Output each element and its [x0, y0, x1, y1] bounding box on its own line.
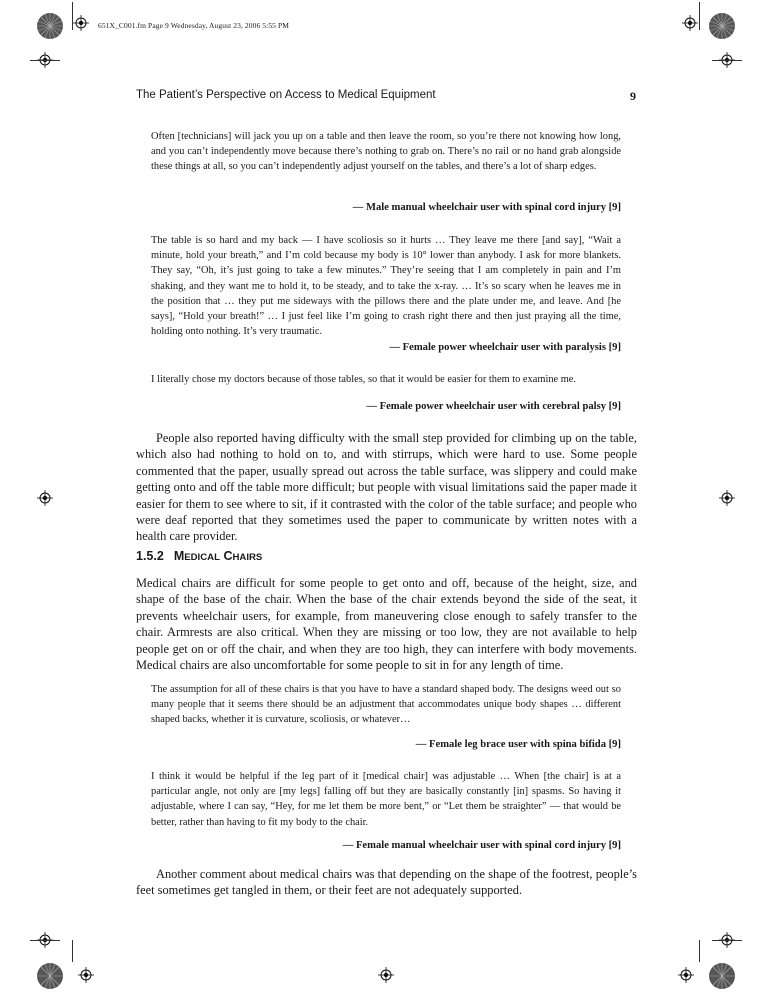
registration-target-icon — [37, 490, 53, 506]
body-paragraph: Another comment about medical chairs was that depending on the shape of the footrest, people’s feet sometimes get tangled in them, or their feet are not adequately supported. — [136, 867, 637, 898]
section-title-part: HAIRS — [232, 552, 263, 563]
section-number: 1.5.2 — [136, 549, 164, 563]
page-number: 9 — [630, 89, 636, 103]
body-paragraph: People also reported having difficulty with the small step provided for climbing up on the table, which also had nothing to hold on to, and with stirrups, which were hard to use. Some people commented that the paper, usually spread out across the table surface, was slippery and could make getting onto and off the table more difficult; but people with visual limitations said the paper made it easier for them to see where to sit, if it contrasted with the color of the table surface; and people who were deaf reported that they sometimes used the paper to communicate by written notes with a health care provider. — [136, 431, 637, 544]
registration-target-icon — [678, 967, 694, 983]
quote-attribution: — Female manual wheelchair user with spinal cord injury [9] — [342, 840, 621, 851]
print-slug: 651X_C001.fm Page 9 Wednesday, August 23, 2006 5:55 PM — [98, 21, 290, 30]
block-quote: The table is so hard and my back — I have scoliosis so it hurts … They leave me there [and say], “Wait a minute, hold your breath,” and I’m cold because my body is 10° lower than anybody. I ask for more blankets. They say, “Oh, it’s just going to take a few minutes.” They’re seeing that I am completely in pain and I’m shaking, and they want me to hold it, to be steady, and to take the x-ray. … It’s so scary when he leaves me in the position that … they put me sideways with the pillows there and the plate under me, and leave. And [he says], “Hold your breath!” … I just feel like I’m going to crash right there and then just praying all the time, holding onto nothing. It’s very traumatic. — [151, 235, 621, 338]
section-title-initial: M — [173, 549, 185, 563]
block-quote: I think it would be helpful if the leg part of it [medical chair] was adjustable … When [the chair] is at a particular angle, not only are [my legs] falling off but they are basically constantly [in] spasms. So having it adjustable, where I can say, “Hey, for me let them be more bent,” or “Let them be straighter” — that would be better, rather than having to fit my body to the chair. — [151, 771, 621, 828]
section-heading — [136, 549, 262, 563]
registration-target-icon — [719, 490, 735, 506]
color-bar-dial-icon — [36, 962, 64, 990]
quote-attribution: — Female power wheelchair user with cerebral palsy [9] — [366, 401, 621, 412]
crop-mark-icon — [699, 2, 700, 30]
block-quote: The assumption for all of these chairs is that you have to have a standard shaped body. The designs weed out so many people that it seems there should be an adjustment that accommodates unique body shapes … different shaped backs, whether it is curvature, scoliosis, or whatever… — [151, 684, 621, 726]
body-paragraph: Medical chairs are difficult for some people to get onto and off, because of the height, size, and shape of the base of the chair. When the base of the chair extends beyond the side of the seat, it prevents wheelchair users, for example, from maneuvering close enough to safely transfer to the chair. Armrests are also critical. When they are missing or too low, they are not available to help people get on or off the chair, and when they are too high, they can interfere with body movements. Medical chairs are also uncomfortable for some people to sit in for any length of time. — [136, 576, 637, 673]
color-bar-dial-icon — [708, 962, 736, 990]
color-bar-dial-icon — [36, 12, 64, 40]
color-bar-dial-icon — [708, 12, 736, 40]
running-header — [136, 89, 636, 101]
running-title: The Patient’s Perspective on Access to Medical Equipment — [136, 89, 436, 101]
registration-target-icon — [78, 967, 94, 983]
section-title-initial: C — [223, 549, 233, 563]
registration-target-icon — [73, 15, 89, 31]
registration-target-icon — [682, 15, 698, 31]
section-title-part: EDICAL — [184, 552, 220, 563]
crop-mark-icon — [72, 940, 73, 962]
crop-mark-icon — [712, 60, 742, 61]
quote-attribution: — Male manual wheelchair user with spinal cord injury [9] — [352, 202, 621, 213]
crop-mark-icon — [30, 940, 60, 941]
block-quote: Often [technicians] will jack you up on a table and then leave the room, so you’re there not knowing how long, and you can’t independently move because there’s nothing to grab on. There’s no rail or no hand grab alongside these things at all, so you can’t independently adjust yourself on the tables, and there’s a lot of sharp edges. — [151, 131, 621, 173]
crop-mark-icon — [712, 940, 742, 941]
quote-attribution: — Female power wheelchair user with paralysis [9] — [389, 342, 621, 353]
registration-target-icon — [378, 967, 394, 983]
quote-attribution: — Female leg brace user with spina bifida [9] — [415, 739, 621, 750]
crop-mark-icon — [72, 2, 73, 30]
crop-mark-icon — [30, 60, 60, 61]
crop-mark-icon — [699, 940, 700, 962]
block-quote: I literally chose my doctors because of those tables, so that it would be easier for them to examine me. — [151, 374, 577, 385]
